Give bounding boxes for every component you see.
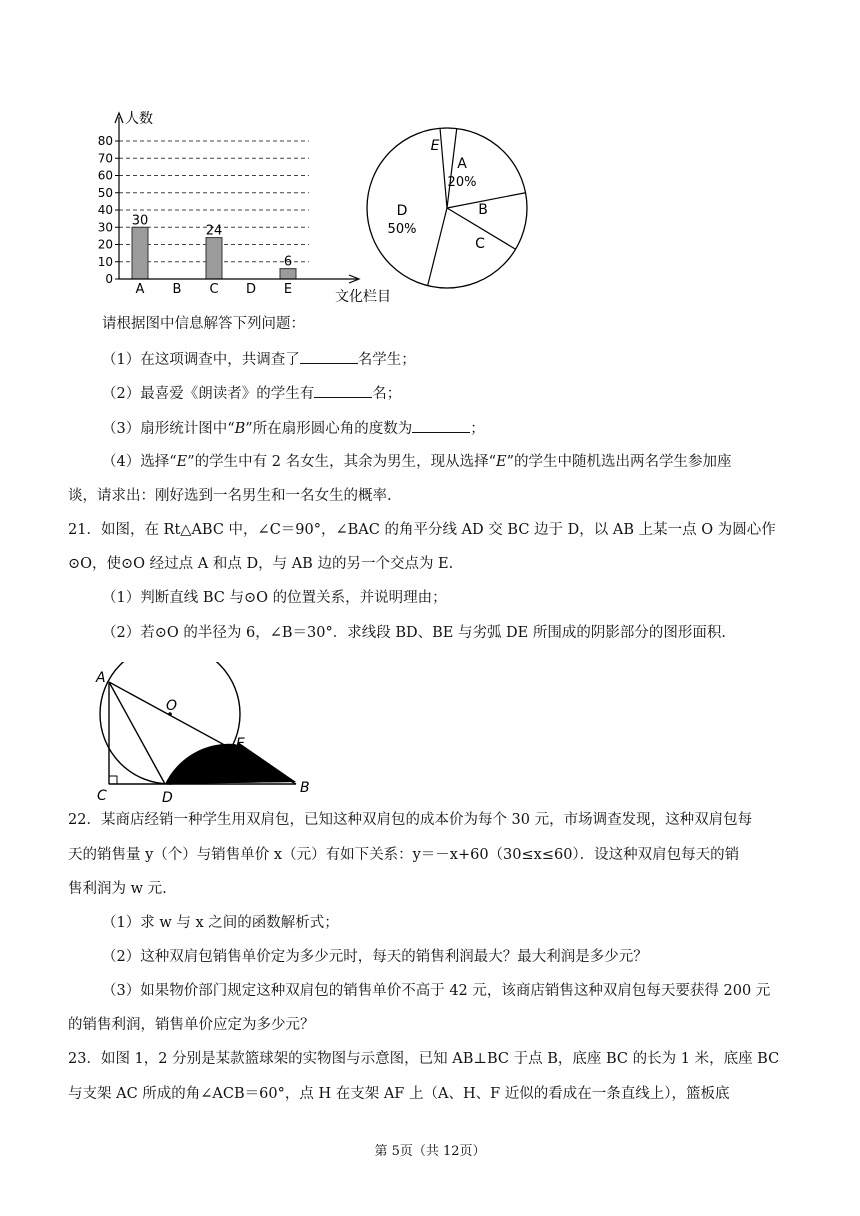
bar	[280, 269, 296, 279]
pie-slice-label: C	[475, 236, 485, 252]
point-label-d: D	[162, 790, 173, 804]
q20-part4-cont: 谈，请求出：刚好选到一名男生和一名女生的概率.	[68, 488, 392, 504]
bar-data-label: 24	[205, 223, 223, 239]
x-tick-label: D	[245, 282, 257, 297]
q22-part3-cont: 的销售利润，销售单价应定为多少元？	[68, 1017, 315, 1033]
q22-line2: 天的销售量 y（个）与销售单价 x（元）有如下关系：y＝－x+60（30≤x≤60）．设这种双肩包每天的销	[68, 847, 740, 863]
point-label-o: O	[166, 698, 178, 714]
q22-line1: 22．某商店经销一种学生用双肩包，已知这种双肩包的成本价为每个 30 元，市场调查发现，这种双肩包每	[68, 812, 753, 828]
pie-slice-percent: 50%	[387, 222, 417, 237]
bar-data-label: 30	[131, 213, 149, 229]
x-tick-label: B	[172, 282, 182, 297]
x-tick-label: C	[209, 282, 219, 297]
pie-slice-boundary	[428, 208, 447, 286]
q22-part3: （3）如果物价部门规定这种双肩包的销售单价不高于 42 元，该商店销售这种双肩包每天要获得 200 元	[102, 983, 771, 999]
y-axis-label: 人数	[125, 111, 153, 127]
q22-part2: （2）这种双肩包销售单价定为多少元时，每天的销售利润最大？最大利润是多少元？	[102, 949, 648, 965]
answer-blank[interactable]	[314, 383, 372, 398]
q20-intro: 请根据图中信息解答下列问题：	[102, 316, 305, 332]
point-label-a: A	[96, 670, 106, 686]
answer-blank[interactable]	[412, 418, 470, 433]
q21-part2: （2）若⊙O 的半径为 6，∠B＝30°．求线段 BD、BE 与劣弧 DE 所围成的阴影部分的图形面积.	[102, 625, 726, 641]
pie-slice-label: D	[396, 203, 408, 219]
q20-part3: （3）扇形统计图中“B”所在扇形圆心角的度数为 ；	[102, 418, 485, 439]
point-label-b: B	[300, 780, 310, 796]
y-tick-label: 80	[97, 134, 113, 148]
point-label-e: E	[236, 736, 245, 752]
y-tick-label: 10	[97, 254, 113, 269]
q22-part1: （1）求 w 与 x 之间的函数解析式；	[102, 915, 339, 931]
q20-part1: （1）在这项调查中，共调查了 名学生；	[102, 349, 416, 370]
q22-line3: 售利润为 w 元.	[68, 881, 167, 897]
bar	[206, 238, 222, 279]
pie-slice-percent: 20%	[447, 175, 477, 190]
q21-line2: ⊙O，使⊙O 经过点 A 和点 D，与 AB 边的另一个交点为 E.	[68, 556, 454, 572]
geometry-figure	[90, 662, 330, 804]
y-tick-label: 30	[97, 220, 113, 235]
q23-line1: 23．如图 1，2 分别是某款篮球架的实物图与示意图，已知 AB⊥BC 于点 B，底座 BC 的长为 1 米，底座 BC	[68, 1051, 780, 1067]
q23-line2: 与支架 AC 所成的角∠ACB＝60°，点 H 在支架 AF 上（A、H、F 近似的看成在一条直线上），篮板底	[68, 1086, 730, 1102]
y-tick-label: 70	[97, 151, 113, 166]
pie-slice-boundary	[447, 129, 457, 208]
pie-chart	[365, 122, 535, 297]
bar-chart	[95, 105, 395, 305]
x-tick-label: A	[135, 282, 145, 297]
pie-slice-label: E	[430, 138, 440, 154]
x-tick-label: E	[283, 282, 293, 297]
page-footer: 第 5页（共 12页）	[374, 1144, 486, 1159]
y-tick-label: 20	[97, 237, 113, 252]
q21-part1: （1）判断直线 BC 与⊙O 的位置关系，并说明理由；	[102, 590, 447, 606]
y-tick-label: 60	[97, 168, 113, 183]
x-axis-label: 文化栏目	[335, 289, 391, 305]
q20-part4: （4）选择“E”的学生中有 2 名女生，其余为男生，现从选择“E”的学生中随机选出两名学生参加座	[102, 454, 732, 470]
pie-slice-boundary	[440, 128, 447, 208]
pie-slice-label: A	[457, 156, 467, 172]
y-tick-label: 50	[97, 185, 113, 200]
y-tick-label: 40	[97, 203, 113, 217]
pie-slice-label: B	[478, 202, 488, 218]
answer-blank[interactable]	[300, 349, 358, 364]
bar-data-label: 6	[283, 254, 293, 270]
q21-line1: 21．如图，在 Rt△ABC 中，∠C＝90°，∠BAC 的角平分线 AD 交 BC 边于 D，以 AB 上某一点 O 为圆心作	[68, 522, 776, 538]
y-tick-label: 0	[105, 272, 113, 286]
point-label-c: C	[97, 788, 107, 804]
bar	[132, 227, 148, 279]
q20-part2: （2）最喜爱《朗读者》的学生有 名；	[102, 383, 401, 404]
